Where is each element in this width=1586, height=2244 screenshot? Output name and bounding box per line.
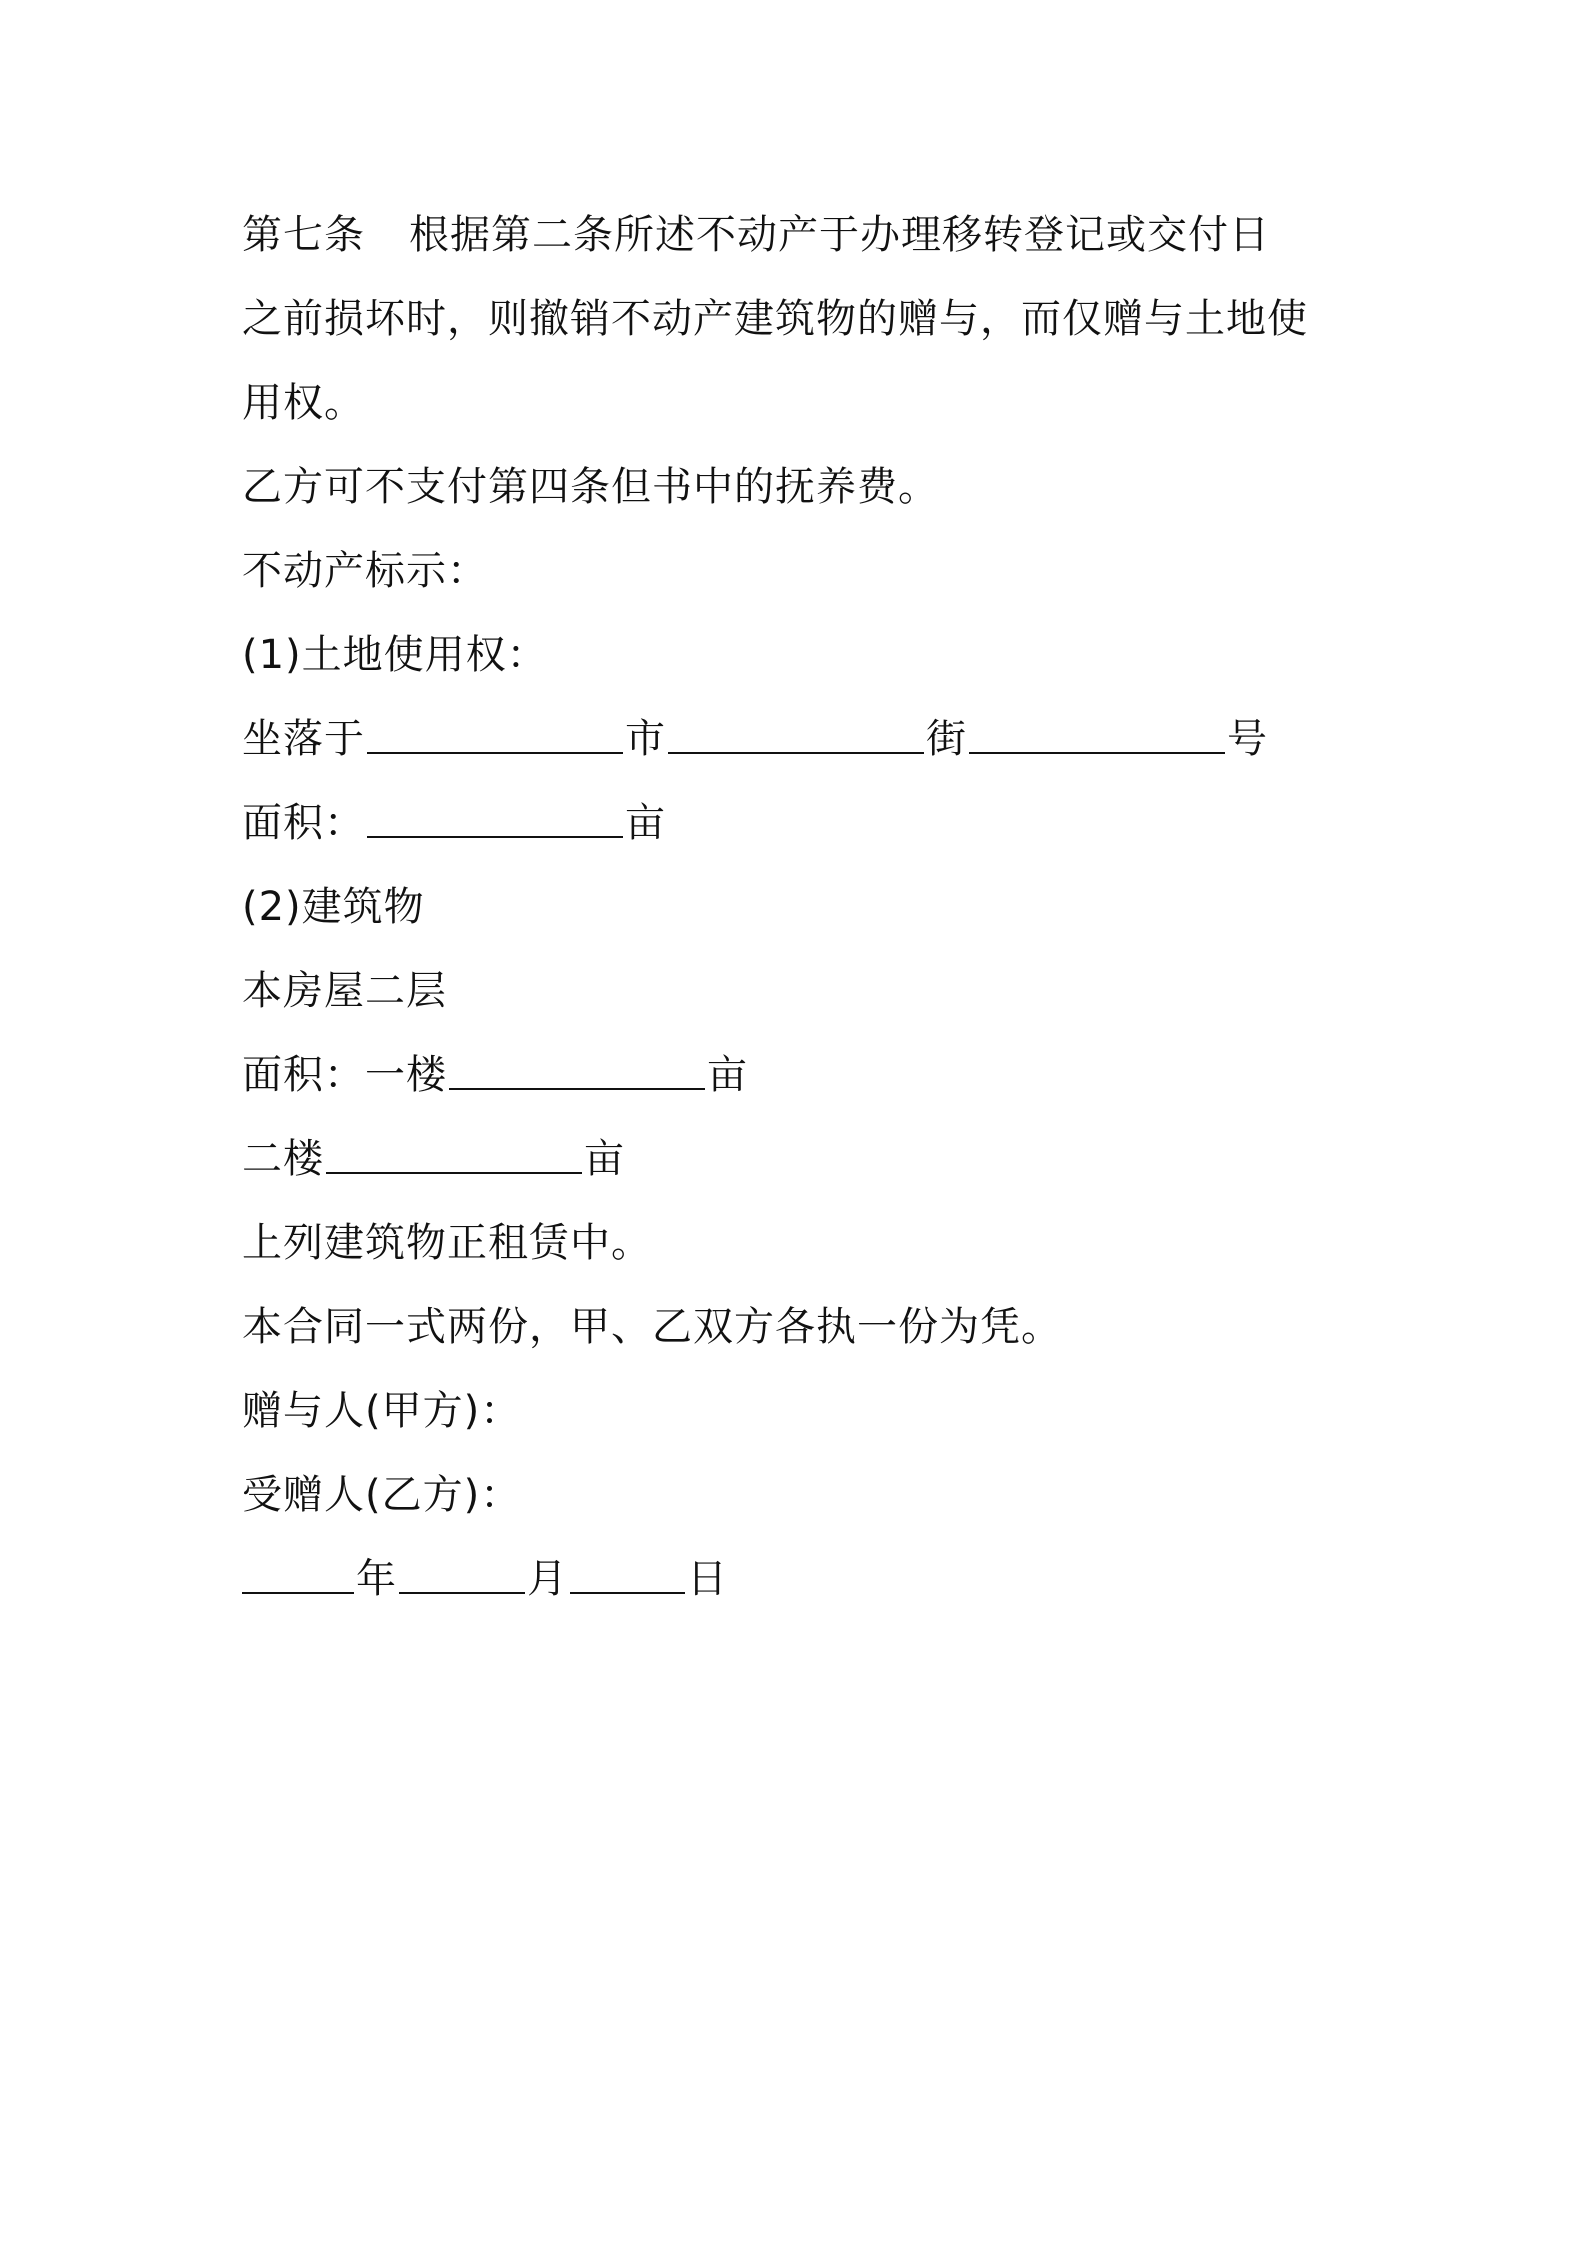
floor1-area-unit: 亩 xyxy=(707,1052,748,1098)
day-blank[interactable] xyxy=(570,1562,685,1594)
number-blank[interactable] xyxy=(969,722,1225,754)
support-fee-text: 乙方可不支付第四条但书中的抚养费。 xyxy=(242,464,939,510)
floor1-area-blank[interactable] xyxy=(449,1058,705,1090)
article-7-text-1: 根据第二条所述不动产于办理移转登记或交付日 xyxy=(409,212,1270,258)
floor2-area-label: 二楼 xyxy=(242,1136,324,1182)
month-unit: 月 xyxy=(527,1556,568,1602)
day-unit: 日 xyxy=(687,1556,728,1602)
building-title: (2)建筑物 xyxy=(242,884,425,930)
floor2-area-line xyxy=(242,1117,1362,1201)
floor1-area-label: 面积：一楼 xyxy=(242,1052,447,1098)
floor1-area-line xyxy=(242,1033,1362,1117)
article-7-label: 第七条 xyxy=(242,212,365,258)
article-7-line-2: 之前损坏时，则撤销不动产建筑物的赠与，而仅赠与土地使 xyxy=(242,296,1308,342)
property-title: 不动产标示： xyxy=(242,548,488,594)
date-line xyxy=(242,1537,1362,1621)
floor2-area-unit: 亩 xyxy=(584,1136,625,1182)
location-prefix: 坐落于 xyxy=(242,716,365,762)
street-blank[interactable] xyxy=(668,722,924,754)
copies-text: 本合同一式两份，甲、乙双方各执一份为凭。 xyxy=(242,1304,1062,1350)
donee-label: 受赠人(乙方)： xyxy=(242,1472,522,1518)
land-area-label: 面积： xyxy=(242,800,365,846)
land-title: (1)土地使用权： xyxy=(242,632,548,678)
article-7-line-3: 用权。 xyxy=(242,380,365,426)
floors-text: 本房屋二层 xyxy=(242,968,447,1014)
floor2-area-blank[interactable] xyxy=(326,1142,582,1174)
document-body xyxy=(242,193,1362,1621)
city-blank[interactable] xyxy=(367,722,623,754)
month-blank[interactable] xyxy=(399,1562,525,1594)
number-unit: 号 xyxy=(1227,716,1268,762)
street-unit: 街 xyxy=(926,716,967,762)
land-area-unit: 亩 xyxy=(625,800,666,846)
year-blank[interactable] xyxy=(242,1562,354,1594)
land-area-line xyxy=(242,781,1362,865)
city-unit: 市 xyxy=(625,716,666,762)
donor-label: 赠与人(甲方)： xyxy=(242,1388,522,1434)
leasing-text: 上列建筑物正租赁中。 xyxy=(242,1220,652,1266)
location-line xyxy=(242,697,1362,781)
year-unit: 年 xyxy=(356,1556,397,1602)
article-7-line-1 xyxy=(242,193,1362,277)
land-area-blank[interactable] xyxy=(367,806,623,838)
